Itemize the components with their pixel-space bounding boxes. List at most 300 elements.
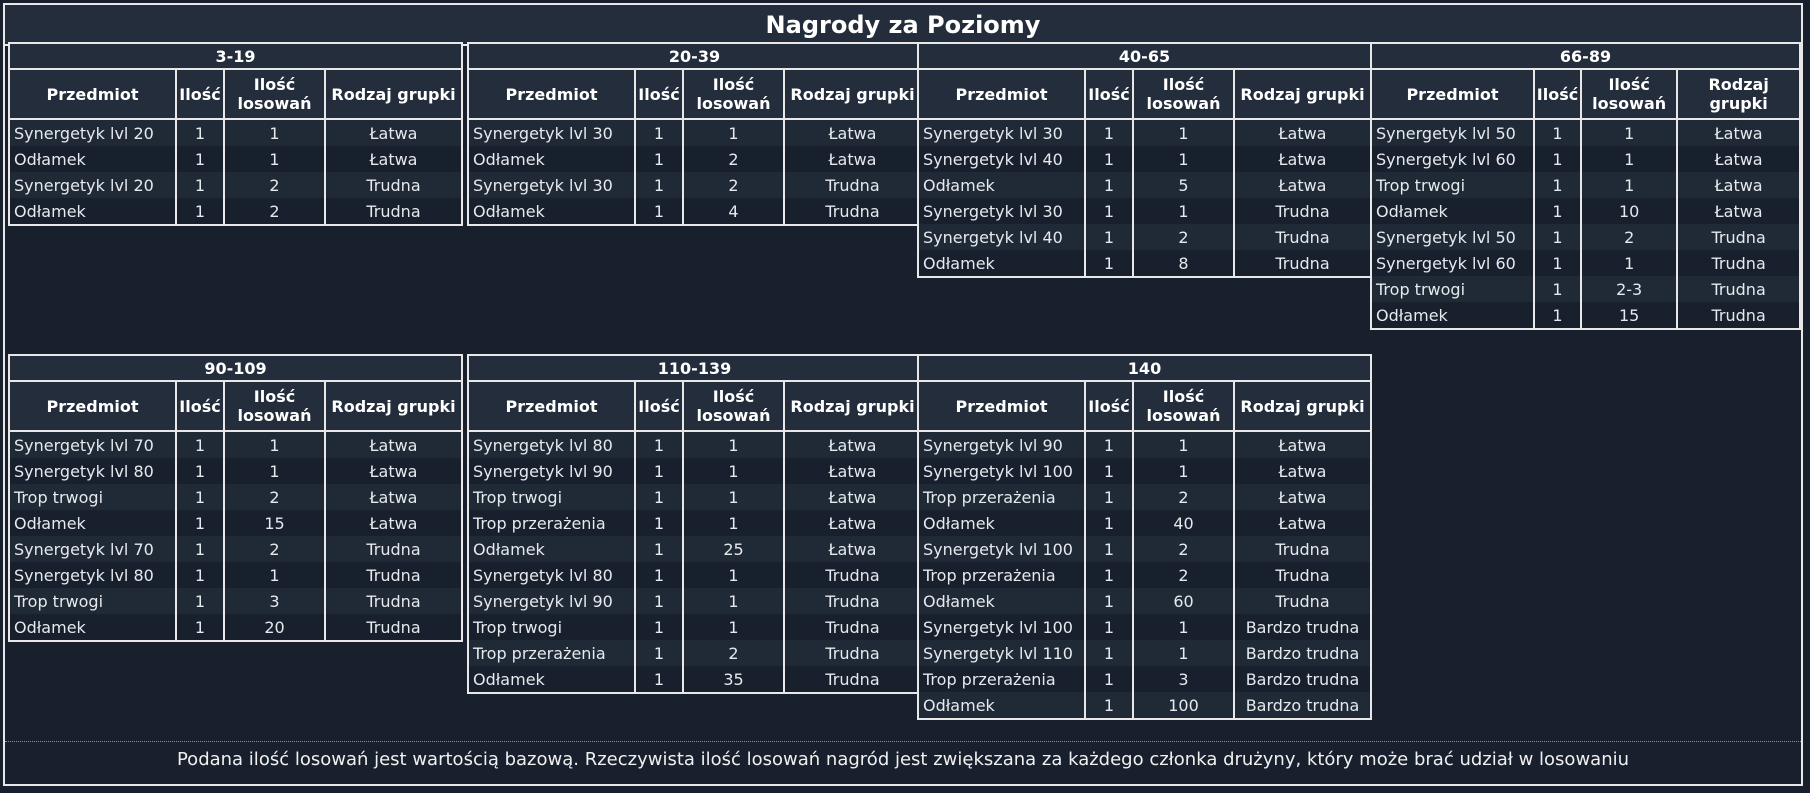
- group-type: Trudna: [784, 614, 921, 640]
- group-type: Łatwa: [1677, 198, 1800, 224]
- rewards-table: [467, 354, 922, 694]
- draw-count: 1: [224, 119, 325, 146]
- item-name: Trop trwogi: [9, 484, 176, 510]
- quantity: 1: [1534, 198, 1581, 224]
- column-header-quantity: Ilość: [176, 69, 224, 119]
- table-row: [468, 640, 921, 666]
- draw-count: 2: [224, 536, 325, 562]
- level-range-header: 110-139: [468, 355, 921, 381]
- quantity: 1: [176, 172, 224, 198]
- group-type: Trudna: [1234, 562, 1371, 588]
- draw-count: 4: [683, 198, 784, 225]
- column-header-draws: [683, 69, 784, 119]
- quantity: 1: [635, 484, 683, 510]
- group-type: Łatwa: [1234, 458, 1371, 484]
- table-row: [918, 119, 1371, 146]
- quantity: 1: [176, 119, 224, 146]
- draw-count: 2: [224, 198, 325, 225]
- table-row: [9, 484, 462, 510]
- column-header-draws-line2: losowań: [1592, 94, 1667, 113]
- table-row: [468, 666, 921, 693]
- quantity: 1: [635, 172, 683, 198]
- group-type: Łatwa: [1234, 431, 1371, 458]
- column-header-draws: [1581, 69, 1677, 119]
- item-name: Odłamek: [9, 510, 176, 536]
- group-type: Trudna: [1234, 250, 1371, 277]
- column-header-draws: [683, 381, 784, 431]
- column-header-draws-line1: Ilość: [712, 75, 755, 94]
- group-type: Trudna: [325, 588, 462, 614]
- table-row: [918, 692, 1371, 719]
- group-type: Trudna: [784, 640, 921, 666]
- item-name: Synergetyk lvl 100: [918, 614, 1085, 640]
- quantity: 1: [1085, 119, 1133, 146]
- table-row: [918, 666, 1371, 692]
- group-type: Łatwa: [784, 119, 921, 146]
- column-header-quantity: Ilość: [635, 381, 683, 431]
- quantity: 1: [1085, 640, 1133, 666]
- table-row: [1371, 250, 1800, 276]
- group-type: Bardzo trudna: [1234, 692, 1371, 719]
- item-name: Odłamek: [468, 198, 635, 225]
- quantity: 1: [1534, 276, 1581, 302]
- item-name: Synergetyk lvl 40: [918, 146, 1085, 172]
- item-name: Trop przerażenia: [468, 510, 635, 536]
- table-row: [918, 640, 1371, 666]
- group-type: Trudna: [1677, 302, 1800, 329]
- level-range-header: 90-109: [9, 355, 462, 381]
- quantity: 1: [1085, 484, 1133, 510]
- item-name: Trop trwogi: [1371, 276, 1534, 302]
- quantity: 1: [1085, 692, 1133, 719]
- table-row: [468, 614, 921, 640]
- table-row: [918, 431, 1371, 458]
- table-row: [9, 431, 462, 458]
- group-type: Trudna: [784, 666, 921, 693]
- draw-count: 40: [1133, 510, 1234, 536]
- group-type: Łatwa: [784, 484, 921, 510]
- draw-count: 1: [683, 562, 784, 588]
- item-name: Synergetyk lvl 50: [1371, 224, 1534, 250]
- item-name: Odłamek: [918, 250, 1085, 277]
- item-name: Synergetyk lvl 30: [468, 172, 635, 198]
- draw-count: 8: [1133, 250, 1234, 277]
- group-type: Trudna: [325, 172, 462, 198]
- quantity: 1: [1085, 224, 1133, 250]
- item-name: Synergetyk lvl 40: [918, 224, 1085, 250]
- quantity: 1: [176, 588, 224, 614]
- quantity: 1: [635, 198, 683, 225]
- quantity: 1: [1085, 510, 1133, 536]
- item-name: Synergetyk lvl 20: [9, 172, 176, 198]
- draw-count: 2: [1133, 224, 1234, 250]
- item-name: Odłamek: [918, 588, 1085, 614]
- draw-count: 1: [1133, 640, 1234, 666]
- group-type: Łatwa: [325, 484, 462, 510]
- draw-count: 1: [1133, 198, 1234, 224]
- draw-count: 2: [1133, 562, 1234, 588]
- item-name: Synergetyk lvl 50: [1371, 119, 1534, 146]
- quantity: 1: [635, 562, 683, 588]
- group-type: Trudna: [784, 172, 921, 198]
- quantity: 1: [1085, 588, 1133, 614]
- column-header-group-type: Rodzaj grupki: [325, 69, 462, 119]
- quantity: 1: [1534, 224, 1581, 250]
- table-row: [1371, 276, 1800, 302]
- table-row: [468, 431, 921, 458]
- quantity: 1: [1534, 172, 1581, 198]
- table-row: [1371, 224, 1800, 250]
- item-name: Synergetyk lvl 30: [468, 119, 635, 146]
- quantity: 1: [1085, 198, 1133, 224]
- draw-count: 1: [683, 510, 784, 536]
- table-row: [918, 198, 1371, 224]
- table-row: [9, 536, 462, 562]
- quantity: 1: [1085, 431, 1133, 458]
- draw-count: 1: [1581, 250, 1677, 276]
- item-name: Odłamek: [468, 146, 635, 172]
- group-type: Łatwa: [1677, 119, 1800, 146]
- draw-count: 20: [224, 614, 325, 641]
- table-row: [468, 510, 921, 536]
- draw-count: 1: [1133, 146, 1234, 172]
- draw-count: 2: [224, 484, 325, 510]
- table-row: [918, 588, 1371, 614]
- quantity: 1: [1085, 250, 1133, 277]
- quantity: 1: [635, 588, 683, 614]
- quantity: 1: [176, 458, 224, 484]
- item-name: Synergetyk lvl 20: [9, 119, 176, 146]
- column-header-draws-line2: losowań: [1146, 94, 1221, 113]
- draw-count: 2: [1133, 536, 1234, 562]
- quantity: 1: [1534, 146, 1581, 172]
- group-type: Łatwa: [325, 119, 462, 146]
- table-row: [468, 119, 921, 146]
- item-name: Odłamek: [918, 692, 1085, 719]
- draw-count: 2: [224, 172, 325, 198]
- item-name: Trop przerażenia: [918, 484, 1085, 510]
- column-header-draws: [1133, 381, 1234, 431]
- quantity: 1: [635, 666, 683, 693]
- level-range-header: 20-39: [468, 43, 921, 69]
- group-type: Łatwa: [1234, 146, 1371, 172]
- table-row: [9, 588, 462, 614]
- rewards-table: [8, 42, 463, 226]
- column-header-draws-line2: losowań: [696, 406, 771, 425]
- column-header-group-type: Rodzaj grupki: [1234, 381, 1371, 431]
- item-name: Synergetyk lvl 90: [918, 431, 1085, 458]
- item-name: Synergetyk lvl 100: [918, 458, 1085, 484]
- draw-count: 1: [1133, 119, 1234, 146]
- table-row: [468, 458, 921, 484]
- group-type: Łatwa: [325, 458, 462, 484]
- table-row: [9, 562, 462, 588]
- column-header-group-type: Rodzaj grupki: [325, 381, 462, 431]
- column-header-quantity: Ilość: [1085, 69, 1133, 119]
- draw-count: 1: [683, 458, 784, 484]
- draw-count: 1: [683, 588, 784, 614]
- table-row: [918, 458, 1371, 484]
- group-type: Łatwa: [325, 510, 462, 536]
- group-type: Trudna: [1234, 198, 1371, 224]
- column-header-draws: [224, 381, 325, 431]
- column-header-quantity: Ilość: [1534, 69, 1581, 119]
- group-type: Łatwa: [784, 146, 921, 172]
- draw-count: 1: [1581, 146, 1677, 172]
- group-type: Łatwa: [784, 536, 921, 562]
- quantity: 1: [635, 119, 683, 146]
- rewards-table: [917, 354, 1372, 720]
- footer-note: Podana ilość losowań jest wartością bazową. Rzeczywista ilość losowań nagród jest zwiększana za każdego członka drużyny, który może brać udział w losowaniu: [176, 749, 1630, 770]
- column-header-item: Przedmiot: [468, 69, 635, 119]
- item-name: Trop przerażenia: [918, 666, 1085, 692]
- item-name: Trop przerażenia: [918, 562, 1085, 588]
- draw-count: 35: [683, 666, 784, 693]
- group-type: Łatwa: [1677, 146, 1800, 172]
- item-name: Synergetyk lvl 80: [9, 562, 176, 588]
- quantity: 1: [176, 431, 224, 458]
- table-row: [918, 562, 1371, 588]
- draw-count: 3: [1133, 666, 1234, 692]
- group-type: Łatwa: [1234, 119, 1371, 146]
- quantity: 1: [176, 484, 224, 510]
- item-name: Odłamek: [918, 510, 1085, 536]
- column-header-draws: [1133, 69, 1234, 119]
- column-header-item: Przedmiot: [9, 69, 176, 119]
- item-name: Synergetyk lvl 70: [9, 536, 176, 562]
- quantity: 1: [1085, 614, 1133, 640]
- item-name: Trop trwogi: [1371, 172, 1534, 198]
- column-header-group-type: Rodzaj grupki: [1234, 69, 1371, 119]
- table-row: [9, 119, 462, 146]
- group-type: Trudna: [325, 198, 462, 225]
- page-title: Nagrody za Poziomy: [5, 5, 1801, 46]
- level-range-header: 140: [918, 355, 1371, 381]
- quantity: 1: [635, 536, 683, 562]
- draw-count: 2: [1581, 224, 1677, 250]
- item-name: Synergetyk lvl 80: [9, 458, 176, 484]
- item-name: Synergetyk lvl 80: [468, 562, 635, 588]
- table-row: [9, 146, 462, 172]
- group-type: Łatwa: [1677, 172, 1800, 198]
- draw-count: 100: [1133, 692, 1234, 719]
- draw-count: 3: [224, 588, 325, 614]
- group-type: Łatwa: [784, 510, 921, 536]
- rewards-panel: [3, 3, 1803, 786]
- group-type: Bardzo trudna: [1234, 640, 1371, 666]
- group-type: Trudna: [325, 562, 462, 588]
- item-name: Synergetyk lvl 60: [1371, 146, 1534, 172]
- item-name: Odłamek: [9, 146, 176, 172]
- group-type: Trudna: [1677, 250, 1800, 276]
- quantity: 1: [635, 510, 683, 536]
- item-name: Synergetyk lvl 80: [468, 431, 635, 458]
- group-type: Bardzo trudna: [1234, 614, 1371, 640]
- column-header-draws-line1: Ilość: [1162, 75, 1205, 94]
- quantity: 1: [1085, 666, 1133, 692]
- table-row: [468, 198, 921, 225]
- quantity: 1: [176, 510, 224, 536]
- draw-count: 1: [224, 431, 325, 458]
- column-header-group-type: Rodzaj grupki: [1677, 69, 1800, 119]
- column-header-group-type: Rodzaj grupki: [784, 69, 921, 119]
- draw-count: 2: [683, 146, 784, 172]
- group-type: Trudna: [784, 562, 921, 588]
- group-type: Łatwa: [1234, 172, 1371, 198]
- item-name: Trop trwogi: [9, 588, 176, 614]
- group-type: Trudna: [784, 588, 921, 614]
- quantity: 1: [176, 536, 224, 562]
- quantity: 1: [176, 146, 224, 172]
- table-row: [918, 614, 1371, 640]
- column-header-draws-line1: Ilość: [253, 75, 296, 94]
- group-type: Trudna: [1234, 224, 1371, 250]
- rewards-table: [917, 42, 1372, 278]
- item-name: Synergetyk lvl 100: [918, 536, 1085, 562]
- quantity: 1: [635, 640, 683, 666]
- draw-count: 1: [1133, 431, 1234, 458]
- item-name: Odłamek: [9, 614, 176, 641]
- table-row: [1371, 198, 1800, 224]
- item-name: Odłamek: [9, 198, 176, 225]
- draw-count: 2-3: [1581, 276, 1677, 302]
- draw-count: 25: [683, 536, 784, 562]
- column-header-draws-line2: losowań: [237, 406, 312, 425]
- column-header-draws-line2: losowań: [696, 94, 771, 113]
- table-row: [9, 614, 462, 641]
- table-row: [918, 536, 1371, 562]
- column-header-item: Przedmiot: [9, 381, 176, 431]
- table-row: [918, 510, 1371, 536]
- group-type: Trudna: [1677, 276, 1800, 302]
- table-row: [1371, 119, 1800, 146]
- draw-count: 1: [1133, 614, 1234, 640]
- draw-count: 1: [683, 431, 784, 458]
- column-header-draws-line1: Ilość: [253, 387, 296, 406]
- group-type: Łatwa: [784, 431, 921, 458]
- column-header-item: Przedmiot: [918, 69, 1085, 119]
- quantity: 1: [1085, 172, 1133, 198]
- item-name: Synergetyk lvl 30: [918, 119, 1085, 146]
- draw-count: 60: [1133, 588, 1234, 614]
- table-row: [9, 510, 462, 536]
- item-name: Synergetyk lvl 60: [1371, 250, 1534, 276]
- level-range-header: 3-19: [9, 43, 462, 69]
- quantity: 1: [635, 431, 683, 458]
- table-row: [9, 172, 462, 198]
- group-type: Trudna: [325, 536, 462, 562]
- item-name: Odłamek: [468, 666, 635, 693]
- rewards-table: [467, 42, 922, 226]
- table-row: [468, 484, 921, 510]
- table-row: [9, 198, 462, 225]
- draw-count: 2: [683, 640, 784, 666]
- draw-count: 5: [1133, 172, 1234, 198]
- column-header-item: Przedmiot: [1371, 69, 1534, 119]
- column-header-draws-line2: losowań: [237, 94, 312, 113]
- table-row: [918, 172, 1371, 198]
- column-header-quantity: Ilość: [176, 381, 224, 431]
- draw-count: 1: [683, 614, 784, 640]
- item-name: Synergetyk lvl 110: [918, 640, 1085, 666]
- draw-count: 2: [683, 172, 784, 198]
- quantity: 1: [1085, 562, 1133, 588]
- quantity: 1: [635, 146, 683, 172]
- quantity: 1: [1085, 458, 1133, 484]
- column-header-group-type: Rodzaj grupki: [784, 381, 921, 431]
- quantity: 1: [176, 198, 224, 225]
- quantity: 1: [635, 614, 683, 640]
- item-name: Trop trwogi: [468, 614, 635, 640]
- group-type: Trudna: [784, 198, 921, 225]
- draw-count: 1: [224, 146, 325, 172]
- item-name: Synergetyk lvl 90: [468, 588, 635, 614]
- column-header-draws-line1: Ilość: [1608, 75, 1650, 94]
- footer-divider: [5, 741, 1801, 742]
- item-name: Trop przerażenia: [468, 640, 635, 666]
- draw-count: 1: [224, 458, 325, 484]
- table-row: [1371, 146, 1800, 172]
- table-row: [918, 224, 1371, 250]
- table-row: [468, 146, 921, 172]
- column-header-quantity: Ilość: [1085, 381, 1133, 431]
- quantity: 1: [176, 614, 224, 641]
- item-name: Odłamek: [1371, 302, 1534, 329]
- draw-count: 15: [224, 510, 325, 536]
- draw-count: 1: [683, 484, 784, 510]
- column-header-draws-line1: Ilość: [712, 387, 755, 406]
- table-row: [918, 484, 1371, 510]
- item-name: Synergetyk lvl 30: [918, 198, 1085, 224]
- item-name: Synergetyk lvl 70: [9, 431, 176, 458]
- column-header-draws: [224, 69, 325, 119]
- draw-count: 10: [1581, 198, 1677, 224]
- item-name: Synergetyk lvl 90: [468, 458, 635, 484]
- draw-count: 1: [1581, 119, 1677, 146]
- quantity: 1: [1534, 250, 1581, 276]
- table-row: [468, 172, 921, 198]
- quantity: 1: [1534, 302, 1581, 329]
- draw-count: 1: [1133, 458, 1234, 484]
- column-header-item: Przedmiot: [918, 381, 1085, 431]
- column-header-draws-line1: Ilość: [1162, 387, 1205, 406]
- column-header-quantity: Ilość: [635, 69, 683, 119]
- rewards-table: [8, 354, 463, 642]
- group-type: Łatwa: [325, 146, 462, 172]
- draw-count: 1: [683, 119, 784, 146]
- group-type: Trudna: [1234, 588, 1371, 614]
- table-row: [468, 562, 921, 588]
- group-type: Trudna: [325, 614, 462, 641]
- draw-count: 15: [1581, 302, 1677, 329]
- quantity: 1: [1085, 536, 1133, 562]
- item-name: Trop trwogi: [468, 484, 635, 510]
- draw-count: 2: [1133, 484, 1234, 510]
- table-row: [1371, 172, 1800, 198]
- group-type: Łatwa: [784, 458, 921, 484]
- quantity: 1: [635, 458, 683, 484]
- column-header-draws-line2: losowań: [1146, 406, 1221, 425]
- quantity: 1: [1085, 146, 1133, 172]
- group-type: Bardzo trudna: [1234, 666, 1371, 692]
- table-row: [918, 250, 1371, 277]
- rewards-table: [1370, 42, 1801, 330]
- draw-count: 1: [1581, 172, 1677, 198]
- quantity: 1: [176, 562, 224, 588]
- group-type: Łatwa: [325, 431, 462, 458]
- table-row: [1371, 302, 1800, 329]
- column-header-item: Przedmiot: [468, 381, 635, 431]
